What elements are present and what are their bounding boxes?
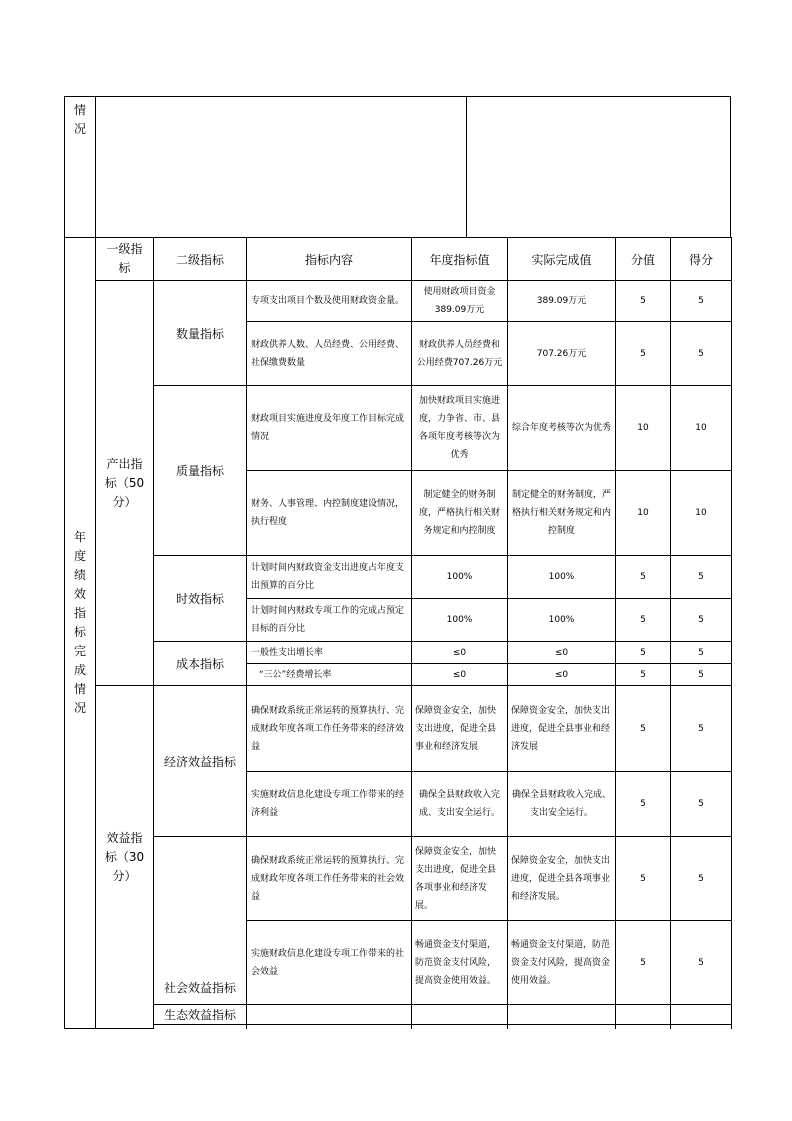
header-target: 年度指标值 bbox=[412, 238, 508, 281]
row-content: 计划时间内财政资金支出进度占年度支出预算的百分比 bbox=[247, 556, 412, 599]
row-content: 实施财政信息化建设专项工作带来的社会效益 bbox=[247, 921, 412, 1005]
row-target: 100% bbox=[412, 599, 508, 642]
row-content: 一般性支出增长率 bbox=[247, 642, 412, 664]
row-actual: 畅通资金支付渠道，防范资金支付风险，提高资金使用效益。 bbox=[508, 921, 616, 1005]
row-content: 计划时间内财政专项工作的完成占预定目标的百分比 bbox=[247, 599, 412, 642]
row-points: 5 bbox=[616, 664, 671, 686]
filler bbox=[616, 1025, 671, 1029]
row-score: 5 bbox=[671, 772, 732, 837]
row-actual: 389.09万元 bbox=[508, 281, 616, 322]
row-score: 5 bbox=[671, 322, 732, 386]
row-target: 加快财政项目实施进度，力争省、市、县各项年度考核等次为优秀 bbox=[412, 386, 508, 471]
row-target: 100% bbox=[412, 556, 508, 599]
row-target: 保障资金安全，加快支出进度，促进全县各项事业和经济发展。 bbox=[412, 837, 508, 921]
row-content: 财政供养人数、人员经费、公用经费、社保缴费数量 bbox=[247, 322, 412, 386]
row-score: 10 bbox=[671, 386, 732, 471]
row-points: 5 bbox=[616, 599, 671, 642]
filler bbox=[154, 1025, 247, 1029]
subgroup-economic: 经济效益指标 bbox=[154, 686, 247, 837]
subgroup-timeliness: 时效指标 bbox=[154, 556, 247, 642]
row-content: “三公”经费增长率 bbox=[247, 664, 412, 686]
row-target bbox=[412, 1005, 508, 1025]
label-char: 完 bbox=[73, 644, 86, 658]
row-actual: 综合年度考核等次为优秀 bbox=[508, 386, 616, 471]
row-points: 10 bbox=[616, 471, 671, 556]
performance-table bbox=[64, 237, 732, 1029]
row-points: 5 bbox=[616, 772, 671, 837]
situation-label bbox=[65, 101, 95, 139]
header-content: 指标内容 bbox=[247, 238, 412, 281]
situation-label-cell bbox=[65, 97, 96, 238]
row-score: 5 bbox=[671, 281, 732, 322]
filler bbox=[247, 1025, 412, 1029]
situation-text-cell bbox=[95, 97, 467, 238]
header-level1: 一级指标 bbox=[96, 238, 154, 281]
header-actual: 实际完成值 bbox=[508, 238, 616, 281]
row-score: 5 bbox=[671, 599, 732, 642]
header-score: 得分 bbox=[671, 238, 732, 281]
row-points: 5 bbox=[616, 686, 671, 772]
label-char: 度 bbox=[73, 549, 86, 563]
row-score: 10 bbox=[671, 471, 732, 556]
row-target: ≤0 bbox=[412, 664, 508, 686]
subgroup-cost: 成本指标 bbox=[154, 642, 247, 686]
row-score: 5 bbox=[671, 921, 732, 1005]
row-score: 5 bbox=[671, 837, 732, 921]
row-points: 5 bbox=[616, 837, 671, 921]
row-score bbox=[671, 1005, 732, 1025]
subgroup-ecological: 生态效益指标 bbox=[154, 1005, 247, 1025]
row-content: 实施财政信息化建设专项工作带来的经济利益 bbox=[247, 772, 412, 837]
label-char: 情 bbox=[73, 682, 86, 696]
label-char: 成 bbox=[73, 663, 86, 677]
row-points: 5 bbox=[616, 642, 671, 664]
label-char: 指 bbox=[73, 606, 86, 620]
row-points: 5 bbox=[616, 921, 671, 1005]
row-actual: 保障资金安全，加快支出进度，促进全县各项事业和经济发展。 bbox=[508, 837, 616, 921]
row-content: 财政项目实施进度及年度工作目标完成情况 bbox=[247, 386, 412, 471]
row-actual: 确保全县财政收入完成、支出安全运行。 bbox=[508, 772, 616, 837]
row-actual: 100% bbox=[508, 599, 616, 642]
group-benefit: 效益指标（30分） bbox=[96, 686, 154, 1029]
row-content: 确保财政系统正常运转的预算执行、完成财政年度各项工作任务带来的经济效益 bbox=[247, 686, 412, 772]
row-actual: 制定健全的财务制度，严格执行相关财务规定和内控制度 bbox=[508, 471, 616, 556]
row-target: 制定健全的财务制度，严格执行相关财务规定和内控制度 bbox=[412, 471, 508, 556]
annual-performance-label bbox=[65, 238, 96, 1029]
subgroup-social: 社会效益指标 bbox=[154, 837, 247, 1005]
row-score: 5 bbox=[671, 642, 732, 664]
row-actual: 100% bbox=[508, 556, 616, 599]
row-actual: ≤0 bbox=[508, 642, 616, 664]
group-output: 产出指标（50分） bbox=[96, 281, 154, 686]
filler bbox=[412, 1025, 508, 1029]
row-points: 10 bbox=[616, 386, 671, 471]
row-target: 使用财政项目资金389.09万元 bbox=[412, 281, 508, 322]
row-content: 专项支出项目个数及使用财政资金量。 bbox=[247, 281, 412, 322]
situation-char: 情 bbox=[73, 103, 86, 117]
row-content bbox=[247, 1005, 412, 1025]
row-target: 保障资金安全，加快支出进度，促进全县事业和经济发展 bbox=[412, 686, 508, 772]
row-content: 财务、人事管理、内控制度建设情况，执行程度 bbox=[247, 471, 412, 556]
label-char: 绩 bbox=[73, 568, 86, 582]
label-char: 年 bbox=[73, 530, 86, 544]
row-actual bbox=[508, 1005, 616, 1025]
row-actual: 707.26万元 bbox=[508, 322, 616, 386]
row-content: 确保财政系统正常运转的预算执行、完成财政年度各项工作任务带来的社会效益 bbox=[247, 837, 412, 921]
situation-char: 况 bbox=[73, 122, 86, 136]
row-score: 5 bbox=[671, 686, 732, 772]
row-score: 5 bbox=[671, 556, 732, 599]
row-points: 5 bbox=[616, 556, 671, 599]
row-points: 5 bbox=[616, 281, 671, 322]
subgroup-quality: 质量指标 bbox=[154, 386, 247, 556]
row-target: 畅通资金支付渠道，防范资金支付风险，提高资金使用效益。 bbox=[412, 921, 508, 1005]
label-char: 况 bbox=[73, 701, 86, 715]
label-char: 标 bbox=[73, 625, 86, 639]
filler bbox=[671, 1025, 732, 1029]
row-actual: ≤0 bbox=[508, 664, 616, 686]
situation-block bbox=[64, 96, 731, 237]
filler bbox=[508, 1025, 616, 1029]
row-actual: 保障资金安全，加快支出进度，促进全县事业和经济发展 bbox=[508, 686, 616, 772]
subgroup-quantity: 数量指标 bbox=[154, 281, 247, 386]
row-target: 确保全县财政收入完成、支出安全运行。 bbox=[412, 772, 508, 837]
row-target: 财政供养人员经费和公用经费707.26万元 bbox=[412, 322, 508, 386]
header-level2: 二级指标 bbox=[154, 238, 247, 281]
row-points bbox=[616, 1005, 671, 1025]
row-points: 5 bbox=[616, 322, 671, 386]
label-char: 效 bbox=[73, 587, 86, 601]
row-score: 5 bbox=[671, 664, 732, 686]
header-points: 分值 bbox=[616, 238, 671, 281]
row-target: ≤0 bbox=[412, 642, 508, 664]
